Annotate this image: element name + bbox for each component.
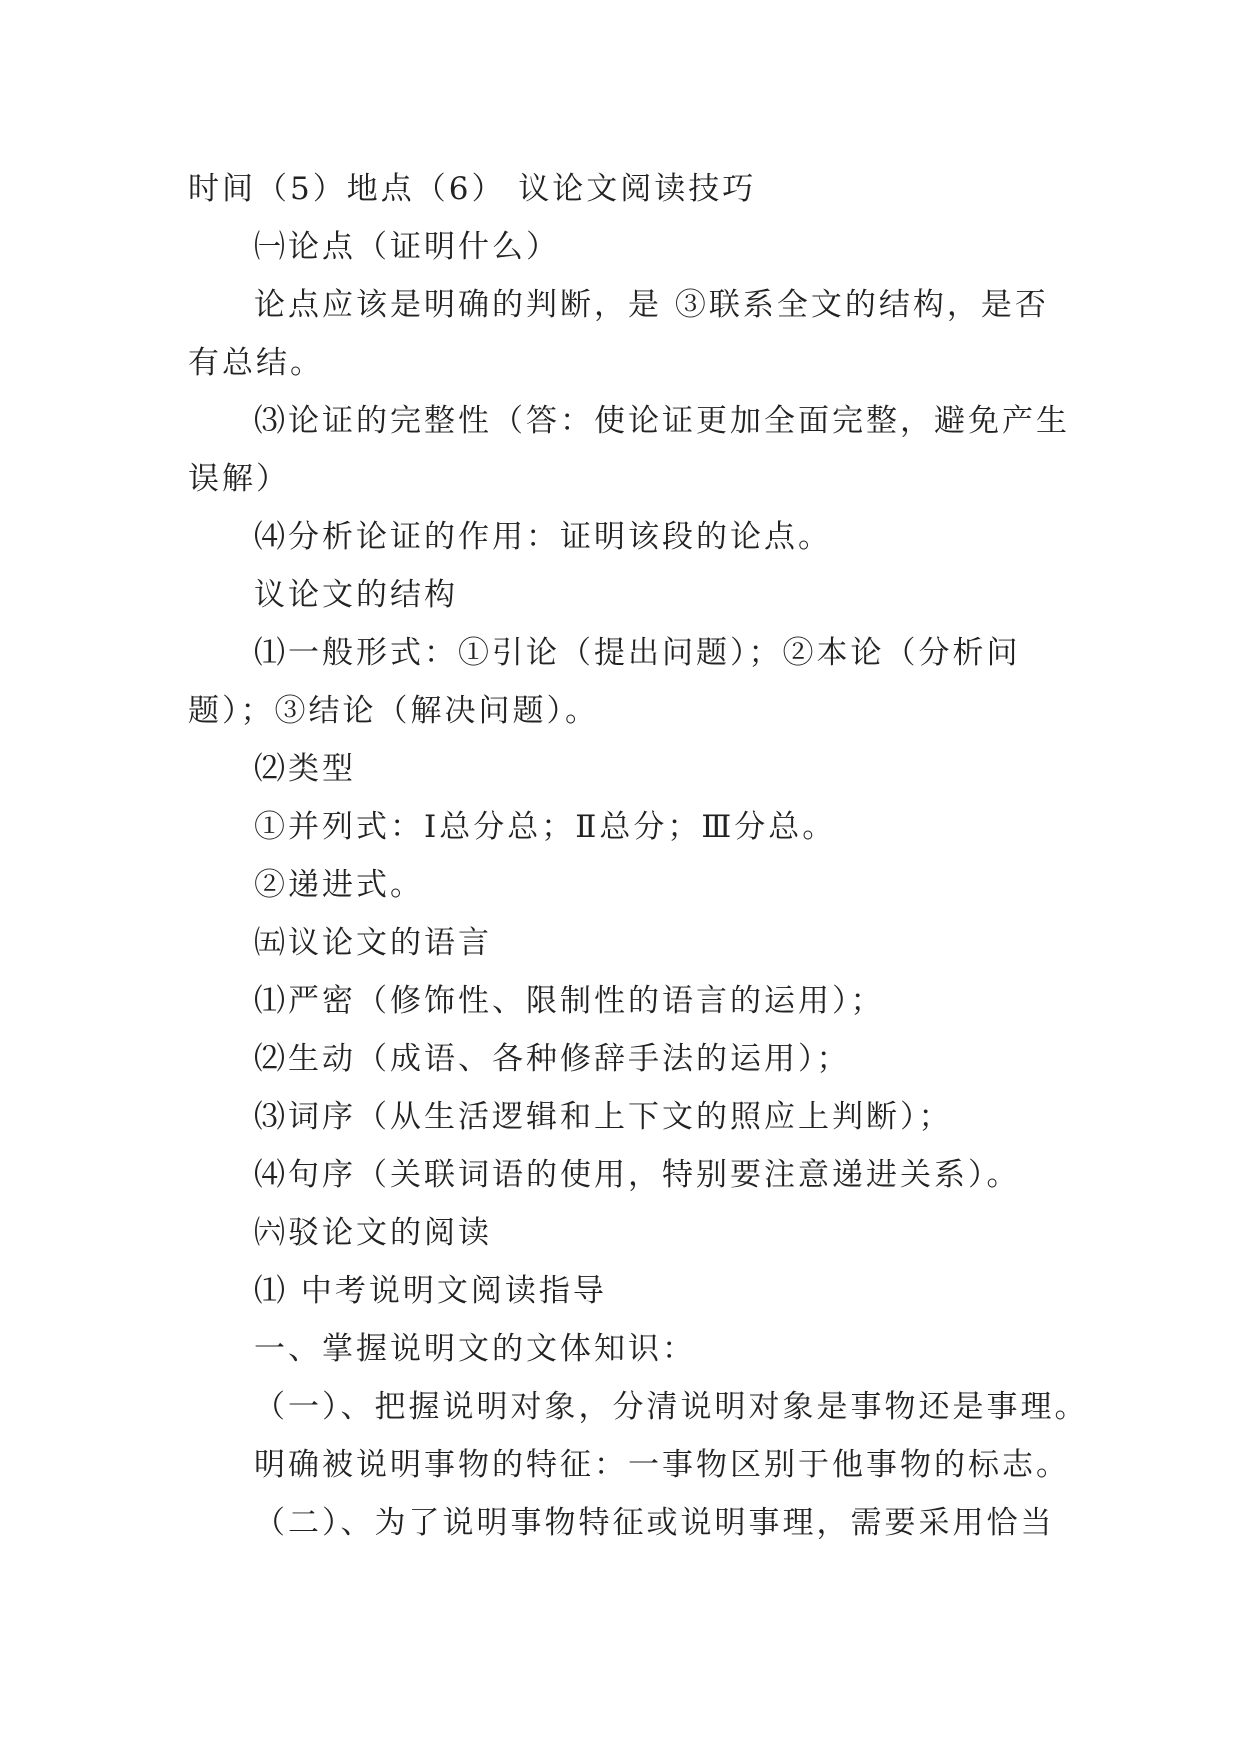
document-body (188, 160, 1089, 1552)
text-line: ⑵生动（成语、各种修辞手法的运用）； (254, 1041, 851, 1077)
text-line: ⑴一般形式：①引论（提出问题）；②本论（分析问 (254, 635, 1021, 671)
text-line: 有总结。 (188, 345, 324, 381)
section-heading: 议论文的结构 (254, 577, 458, 613)
text-line: ⑴严密（修饰性、限制性的语言的运用）； (254, 983, 885, 1019)
section-heading: 一、掌握说明文的文体知识： (254, 1331, 696, 1367)
section-heading: ㈤议论文的语言 (254, 925, 492, 961)
text-line: 论点应该是明确的判断，是 ③联系全文的结构，是否 (254, 287, 1049, 323)
text-line: ⑶词序（从生活逻辑和上下文的照应上判断）； (254, 1099, 953, 1135)
text-line: ⑷分析论证的作用：证明该段的论点。 (254, 519, 832, 555)
section-heading: ⑴ 中考说明文阅读指导 (254, 1273, 607, 1309)
section-heading: ㈠论点（证明什么） (254, 229, 560, 265)
text-line: （二）、为了说明事物特征或说明事理，需要采用恰当 (254, 1505, 1055, 1541)
text-line: ②递进式。 (254, 867, 424, 903)
text-line: 题）；③结论（解决问题）。 (188, 693, 599, 729)
text-line: 误解） (188, 461, 290, 497)
text-line: ⑷句序（关联词语的使用，特别要注意递进关系）。 (254, 1157, 1021, 1193)
section-heading: ㈥驳论文的阅读 (254, 1215, 492, 1251)
text-line: ①并列式：Ⅰ总分总；Ⅱ总分；Ⅲ分总。 (254, 809, 837, 845)
text-line: （一）、把握说明对象，分清说明对象是事物还是事理。 (254, 1389, 1089, 1425)
text-line: 时间（5）地点（6） 议论文阅读技巧 (188, 171, 757, 207)
text-line: ⑵类型 (254, 751, 356, 787)
text-line: 明确被说明事物的特征：一事物区别于他事物的标志。 (254, 1447, 1070, 1483)
text-line: ⑶论证的完整性（答：使论证更加全面完整，避免产生 (254, 403, 1070, 439)
